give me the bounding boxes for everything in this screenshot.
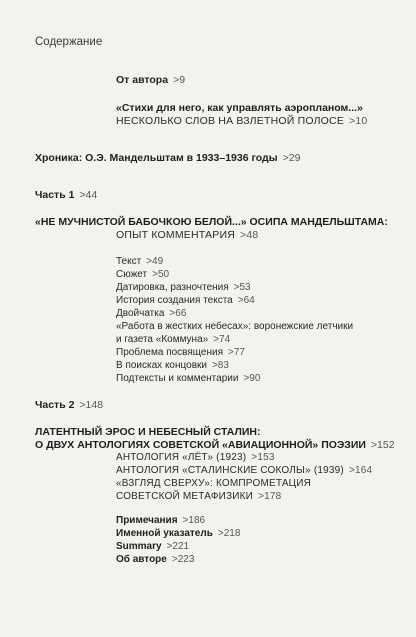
toc-item-label: В поисках концовки: [116, 360, 207, 371]
toc-item-page: >153: [251, 452, 275, 463]
toc-item-page: >164: [348, 465, 373, 476]
toc-item-datirovka[interactable]: [116, 283, 251, 293]
toc-item-label: СОВЕТСКОЙ МЕТАФИЗИКИ: [116, 491, 254, 502]
toc-entry-page: >221: [166, 541, 190, 552]
toc-item-page: >50: [152, 269, 170, 280]
toc-entry-label: Хроника: О.Э. Мандельштам в 1933–1936 годы: [35, 152, 278, 164]
toc-item-kontsovka[interactable]: [116, 361, 229, 371]
toc-part-page: >44: [79, 189, 98, 201]
toc-entry-label: Summary: [116, 541, 162, 552]
toc-item-label: «ВЗГЛЯД СВЕРХУ»: КОМПРОМЕТАЦИЯ: [116, 478, 312, 489]
toc-entry-label: О ДВУХ АНТОЛОГИЯХ СОВЕТСКОЙ «АВИАЦИОННОЙ» ПОЭЗИИ: [35, 439, 366, 451]
toc-item-page: >77: [228, 347, 245, 358]
toc-item-label: и газета «Коммуна»: [116, 334, 209, 345]
toc-part-label: Часть 2: [35, 399, 75, 411]
toc-item-page: >66: [169, 308, 187, 319]
toc-entry-page: >9: [173, 74, 186, 86]
toc-back-summary[interactable]: [116, 542, 189, 552]
toc-item-gazeta[interactable]: [116, 335, 230, 345]
toc-part-label: Часть 1: [35, 189, 75, 201]
toc-part2-heading-1[interactable]: ЛАТЕНТНЫЙ ЭРОС И НЕБЕСНЫЙ СТАЛИН:: [35, 426, 261, 438]
toc-entry-ot-avtora[interactable]: [116, 75, 185, 86]
toc-entry-page: >223: [171, 554, 195, 565]
toc-item-dvoychatka[interactable]: [116, 309, 186, 319]
toc-entry-label: Именной указатель: [116, 528, 213, 539]
toc-entry-neskolko[interactable]: [116, 116, 367, 127]
toc-item-label: АНТОЛОГИЯ «ЛЁТ» (1923): [116, 452, 247, 463]
toc-part-2[interactable]: [35, 400, 103, 411]
toc-item-page: >49: [146, 256, 164, 267]
toc-item-page: >90: [243, 373, 261, 384]
toc-item-rabota[interactable]: [116, 322, 353, 332]
toc-entry-page: >218: [217, 528, 241, 539]
toc-entry-stihi[interactable]: «Стихи для него, как управлять аэропланом...»: [116, 102, 363, 114]
toc-item-label: Датировка, разночтения: [116, 282, 229, 293]
toc-item-syuzhet[interactable]: [116, 270, 169, 280]
page-title: Содержание: [35, 36, 103, 48]
toc-item-page: >64: [237, 295, 255, 306]
toc-item-podteksty[interactable]: [116, 374, 260, 384]
toc-entry-page: >10: [349, 115, 368, 127]
toc-item-posvyashchenie[interactable]: [116, 348, 245, 358]
toc-item-vzglyad[interactable]: [116, 479, 311, 489]
toc-entry-page: >186: [182, 515, 206, 526]
toc-item-label: АНТОЛОГИЯ «СТАЛИНСКИЕ СОКОЛЫ» (1939): [116, 465, 344, 476]
toc-part1-subheading[interactable]: [116, 230, 258, 241]
toc-entry-page: >48: [240, 229, 259, 241]
toc-item-label: Сюжет: [116, 269, 148, 280]
toc-item-istoriya[interactable]: [116, 296, 255, 306]
toc-item-label: Подтексты и комментарии: [116, 373, 239, 384]
toc-part1-heading[interactable]: «НЕ МУЧНИСТОЙ БАБОЧКОЮ БЕЛОЙ...» ОСИПА МАНДЕЛЬШТАМА:: [35, 216, 388, 228]
toc-item-label: История создания текста: [116, 295, 233, 306]
toc-part-1[interactable]: [35, 190, 97, 201]
toc-item-page: >178: [258, 491, 282, 502]
toc-item-sokoly[interactable]: [116, 466, 372, 476]
toc-item-page: >74: [213, 334, 231, 345]
toc-entry-page: >152: [370, 439, 395, 451]
toc-item-label: Двойчатка: [116, 308, 165, 319]
toc-item-label: «Работа в жестких небесах»: воронежские летчики: [116, 321, 354, 332]
toc-back-primechaniya[interactable]: [116, 516, 205, 526]
toc-entry-label: Об авторе: [116, 554, 167, 565]
toc-part-page: >148: [79, 399, 104, 411]
toc-entry-chronika[interactable]: [35, 153, 300, 164]
toc-item-tekst[interactable]: [116, 257, 163, 267]
toc-item-page: >83: [211, 360, 229, 371]
toc-entry-label: Примечания: [116, 515, 178, 526]
toc-back-ukazatel[interactable]: [116, 529, 240, 539]
toc-entry-label: ОПЫТ КОММЕНТАРИЯ: [116, 229, 235, 241]
toc-item-page: >53: [233, 282, 251, 293]
toc-back-ob-avtore[interactable]: [116, 555, 194, 565]
toc-item-label: Проблема посвящения: [116, 347, 223, 358]
toc-entry-label: От автора: [116, 74, 169, 86]
toc-item-metafiziki[interactable]: [116, 492, 281, 502]
toc-entry-label: НЕСКОЛЬКО СЛОВ НА ВЗЛЕТНОЙ ПОЛОСЕ: [116, 115, 345, 127]
toc-item-let[interactable]: [116, 453, 275, 463]
toc-entry-page: >29: [282, 152, 301, 164]
toc-part2-heading-2[interactable]: [35, 440, 395, 451]
toc-item-label: Текст: [116, 256, 142, 267]
